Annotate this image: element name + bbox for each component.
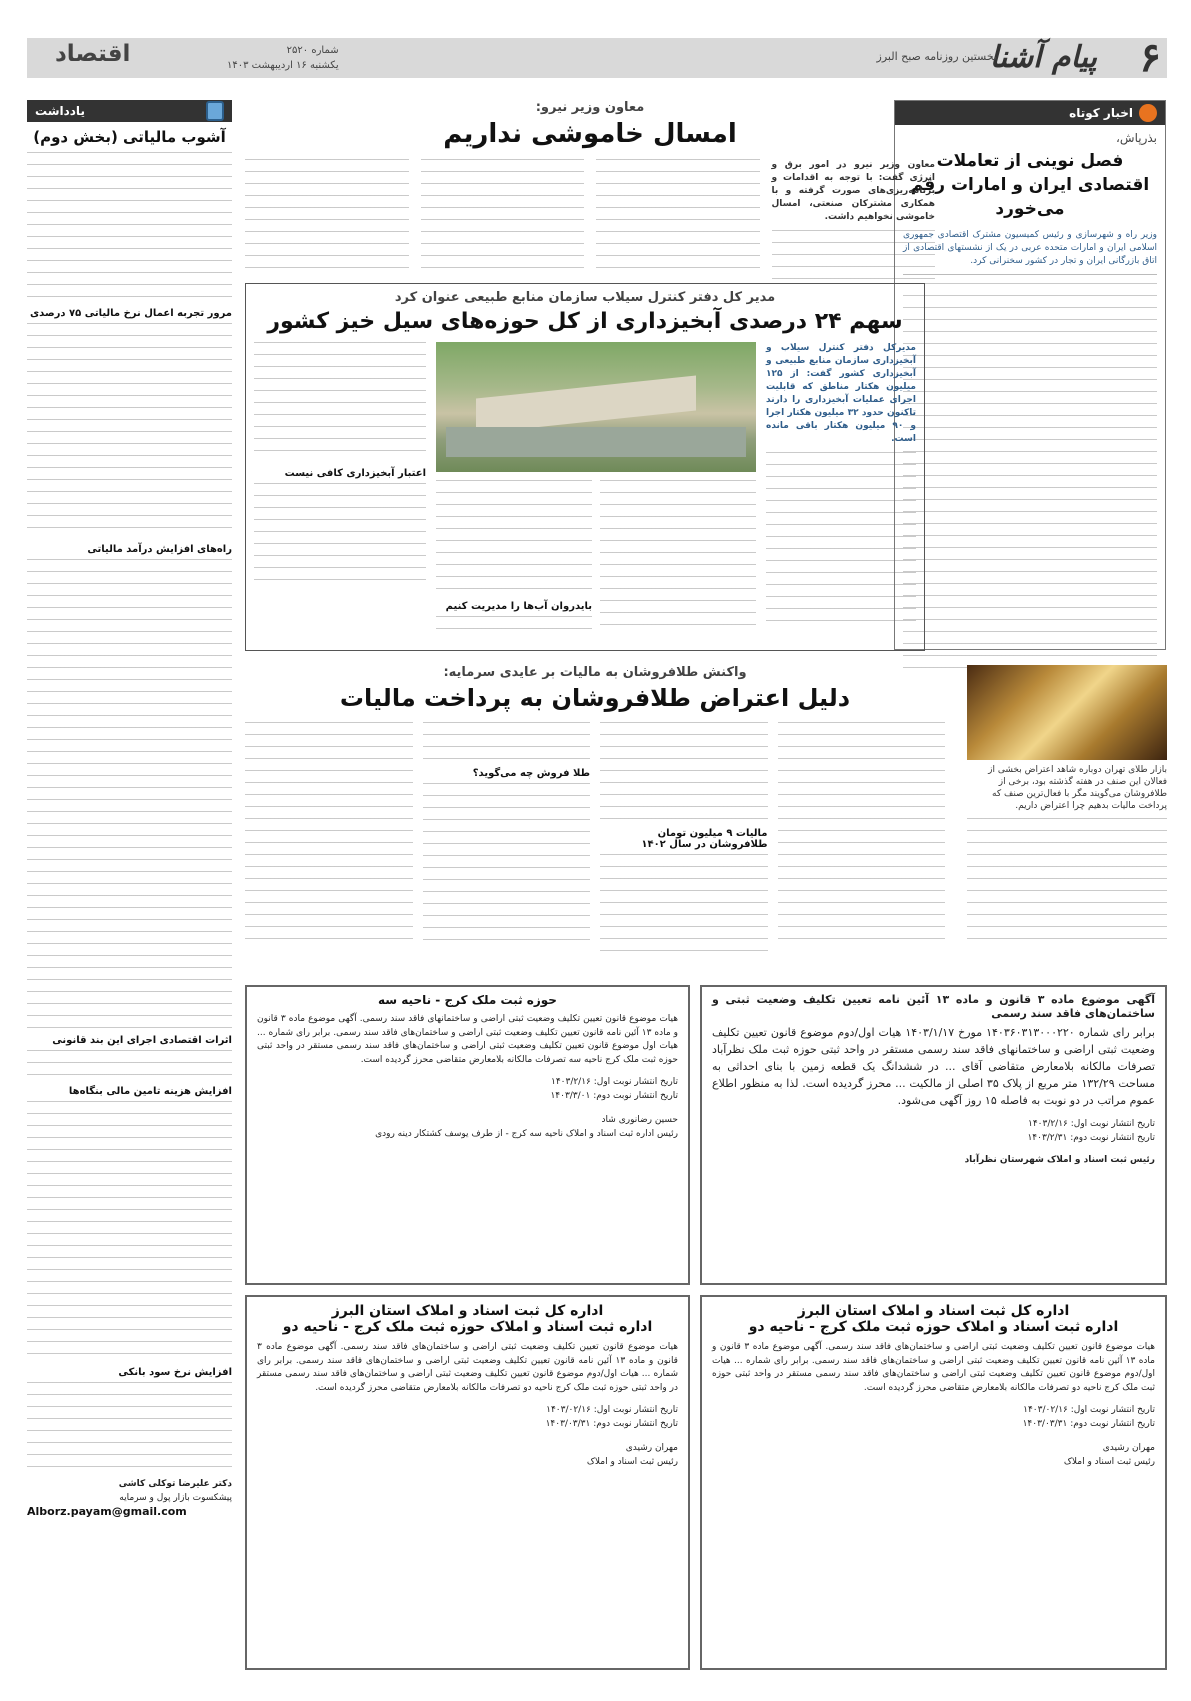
gold-body-4 <box>600 854 768 959</box>
flood-kicker: مدیر کل دفتر کنترل سیلاب سازمان منابع طبیعی عنوان کرد <box>394 290 776 305</box>
section-title: اقتصاد <box>55 41 131 67</box>
column-subhead-2: راه‌های افزایش درآمد مالیاتی <box>87 544 232 555</box>
masthead <box>27 34 1167 81</box>
energy-headline: امسال خاموشی نداریم <box>443 119 737 149</box>
flood-photo <box>436 342 756 472</box>
notice-4-date-1: تاریخ انتشار نوبت اول: ۱۴۰۳/۰۲/۱۶ <box>546 1405 678 1415</box>
column-body-5 <box>27 1101 232 1361</box>
notice-2-title: حوزه ثبت ملک کرج - ناحیه سه <box>378 993 557 1007</box>
column-body-3 <box>27 559 232 1029</box>
issue-number: شماره ۲۵۲۰ <box>286 45 339 56</box>
notice-3-title: اداره کل ثبت اسناد و املاک استان البرز اداره ثبت اسناد و املاک حوزه ثبت ملک کرج - ناحیه دو <box>748 1303 1119 1335</box>
column-subhead-4: افزایش هزینه تامین مالی بنگاه‌ها <box>68 1086 232 1097</box>
gold-kicker: واکنش طلافروشان به مالیات بر عایدی سرمایه: <box>443 665 747 680</box>
flood-story-box <box>245 283 925 651</box>
news-ticker-header <box>895 101 1165 125</box>
megaphone-icon <box>1139 104 1157 122</box>
flood-body-3 <box>436 480 592 595</box>
notice-1-body: برابر رای شماره ۱۴۰۳۶۰۳۱۳۰۰۰۲۲۰ مورخ ۱۴۰۳/۱/۱۷ هیات اول/دوم موضوع قانون تعیین تکلیف وضعیت ثبتی اراضی و ساختمانهای فاقد سند رسمی مستقر در واحد ثبتی حوزه ثبت ملک نظرآباد تصرفات مالکانه بلامعارض متقاضی آقای ... در ششدانگ یک قطعه زمین با بنای احداثی به مساحت ۱۳۲/۲۹ متر مربع از پلاک ۳۵ اصلی از مالکیت ... محرز گردیده است. لذا به منظور اطلاع عموم مراتب در دو نوبت به فاصله ۱۵ روز آگهی می‌شود. <box>712 1026 1156 1107</box>
gold-subhead-2: طلا فروش چه می‌گوید؟ <box>472 768 590 779</box>
notice-3-date-2: تاریخ انتشار نوبت دوم: ۱۴۰۳/۰۳/۳۱ <box>1022 1419 1155 1429</box>
notice-1-date-2: تاریخ انتشار نوبت دوم: ۱۴۰۳/۲/۳۱ <box>1027 1133 1155 1143</box>
notice-3-date-1: تاریخ انتشار نوبت اول: ۱۴۰۳/۰۲/۱۶ <box>1023 1405 1155 1415</box>
column-label: یادداشت <box>35 104 85 118</box>
column-author: دکتر علیرضا توکلی کاشی <box>118 1479 232 1489</box>
gold-story <box>245 665 1167 975</box>
column-subhead-1: مرور تجربه اعمال نرخ مالیاتی ۷۵ درصدی <box>30 308 232 319</box>
notice-1-signer: رئیس ثبت اسناد و املاک شهرستان نظرآباد <box>964 1155 1155 1165</box>
column-author-role: پیشکسوت بازار پول و سرمایه <box>119 1493 232 1503</box>
energy-body-4 <box>245 159 409 269</box>
gold-body-1 <box>967 818 1167 948</box>
news-ticker-label: اخبار کوتاه <box>1069 106 1133 120</box>
column-subhead-3: اثرات اقتصادی اجرای این بند قانونی <box>52 1035 232 1046</box>
column-subhead-5: افزایش نرخ سود بانکی <box>118 1367 232 1378</box>
ticker-body-text <box>903 283 1157 678</box>
notice-4-title: اداره کل ثبت اسناد و املاک استان البرز اداره ثبت اسناد و املاک حوزه ثبت ملک کرج - ناحیه دو <box>282 1303 653 1335</box>
issue-info <box>227 43 339 73</box>
energy-body-3 <box>421 159 585 269</box>
notice-3-signer: رئیس ثبت اسناد و املاک <box>1063 1457 1155 1467</box>
gold-body-7 <box>245 722 413 947</box>
notice-2-signer-name: حسین رضانوری شاد <box>601 1115 678 1125</box>
energy-story <box>245 100 935 280</box>
notice-4-signer: رئیس ثبت اسناد و املاک <box>586 1457 678 1467</box>
gold-subhead-1: ماليات ۹ میلیون تومان طلافروشان در سال ۱۴۰۲ <box>641 828 768 850</box>
notice-3 <box>700 1295 1167 1670</box>
ticker-headline: فصل نوینی از تعاملات اقتصادی ایران و امارات رقم می‌خورد <box>910 151 1150 219</box>
gold-body-2 <box>778 722 946 947</box>
column-header <box>27 100 232 122</box>
notepad-icon <box>206 101 224 121</box>
flood-lead: مدیرکل دفتر کنترل سیلاب و آبخیزداری سازمان منابع طبیعی و آبخیزداری کشور گفت: از ۱۲۵ میلیون هکتار مناطق که قابلیت اجرای عملیات آبخیزداری را دارند تاکنون حدود ۳۲ میلیون هکتار اجرا و ۹۰ میلیون هکتار باقی مانده است. <box>766 343 917 444</box>
gold-body-3 <box>600 722 768 822</box>
flood-body-1 <box>766 452 916 622</box>
column-body-2 <box>27 323 232 538</box>
energy-body-1 <box>772 230 936 290</box>
column-box <box>27 100 232 1670</box>
flood-body-2 <box>600 480 756 630</box>
notice-2-date-1: تاریخ انتشار نوبت اول: ۱۴۰۳/۲/۱۶ <box>550 1077 678 1087</box>
notice-4-signer-name: مهران رشیدی <box>625 1443 678 1453</box>
gold-caption: بازار طلای تهران دوباره شاهد اعتراض بخشی از فعالان این صنف در هفته گذشته بود، برخی از طلافروشان می‌گویند مگر با فعال‌ترین صنف که پرداخت مالیات بدهیم چرا اعتراض داریم. <box>988 765 1167 811</box>
notice-3-body: هیات موضوع قانون تعیین تکلیف وضعیت ثبتی اراضی و ساختمان‌های فاقد سند رسمی. آگهی موضوع ماده ۳ قانون و ماده ۱۳ آئین نامه قانون تعیین تکلیف وضعیت ثبتی اراضی و ساختمان‌های فاقد سند رسمی. برابر رای شماره ... هیات اول/دوم موضوع قانون تعیین تکلیف وضعیت ثبتی اراضی و ساختمان‌های فاقد سند رسمی مستقر در واحد ثبتی حوزه ثبت ملک کرج ناحیه دو تصرفات مالکانه بلامعارض متقاضی محرز گردیده است. <box>712 1342 1155 1393</box>
flood-headline: سهم ۲۴ درصدی آبخیزداری از کل حوزه‌های سیل خیز کشور <box>267 309 903 334</box>
flood-body-5 <box>254 342 426 462</box>
flood-body-4 <box>436 616 592 636</box>
gold-body-5 <box>423 722 591 762</box>
notice-4-date-2: تاریخ انتشار نوبت دوم: ۱۴۰۳/۰۳/۳۱ <box>545 1419 678 1429</box>
column-title: آشوب مالیاتی (بخش دوم) <box>33 128 226 146</box>
energy-kicker: معاون وزیر نیرو: <box>535 100 645 115</box>
gold-photo <box>967 665 1167 760</box>
gold-headline: دلیل اعتراض طلافروشان به پرداخت مالیات <box>339 684 851 712</box>
flood-body-6 <box>254 483 426 583</box>
newspaper-tagline: نخستین روزنامه صبح البرز <box>876 50 997 63</box>
notice-1 <box>700 985 1167 1285</box>
notice-2-date-2: تاریخ انتشار نوبت دوم: ۱۴۰۳/۳/۰۱ <box>550 1091 678 1101</box>
flood-subhead-2: بایدروان آب‌ها را مدیریت کنیم <box>445 601 592 612</box>
notice-2-signer: رئیس اداره ثبت اسناد و املاک ناحیه سه کرج - از طرف یوسف کشتکار دینه رودی <box>375 1129 678 1139</box>
column-body-4 <box>27 1050 232 1080</box>
notice-3-signer-name: مهران رشیدی <box>1102 1443 1155 1453</box>
notice-4 <box>245 1295 690 1670</box>
issue-date: یکشنبه ۱۶ اردیبهشت ۱۴۰۳ <box>227 60 339 71</box>
ticker-kicker: بذرپاش، <box>1116 131 1157 145</box>
gold-body-6 <box>423 783 591 948</box>
ticker-lead: وزیر راه و شهرسازی و رئیس کمیسیون مشترک اقتصادی جمهوری اسلامی ایران و امارات متحده عربی در یک از نشستهای اقتصادی از اتاق بازرگانی ایران و تجار در کشور سخنرانی کرد. <box>903 229 1157 275</box>
column-email[interactable]: Alborz.payam@gmail.com <box>27 1505 187 1518</box>
notice-4-body: هیات موضوع قانون تعیین تکلیف وضعیت ثبتی اراضی و ساختمان‌های فاقد سند رسمی. آگهی موضوع ماده ۳ قانون و ماده ۱۳ آئین نامه قانون تعیین تکلیف وضعیت ثبتی اراضی و ساختمان‌های فاقد سند رسمی. برابر رای شماره ... هیات اول/دوم موضوع قانون تعیین تکلیف وضعیت ثبتی اراضی و ساختمان‌های فاقد سند رسمی مستقر در واحد ثبتی حوزه ثبت ملک کرج ناحیه دو تصرفات مالکانه بلامعارض متقاضی محرز گردیده است. <box>257 1342 678 1393</box>
newspaper-logo: پیام آشنا <box>989 40 1097 75</box>
notice-2 <box>245 985 690 1285</box>
page-number: ۶ <box>1139 34 1161 81</box>
energy-lead: معاون وزیر نیرو در امور برق و انرژی گفت: با توجه به اقدامات و برنامه‌ریزی‌های صورت گرفته و با همکاری مشترکان صنعتی، امسال خاموشی نخواهیم داشت. <box>771 160 935 222</box>
energy-body-2 <box>596 159 760 269</box>
column-body-6 <box>27 1382 232 1467</box>
notice-1-title: آگهی موضوع ماده ۳ قانون و ماده ۱۳ آئین نامه تعیین تکلیف وضعیت ثبتی و ساختمان‌های فاقد سند رسمی <box>712 993 1156 1020</box>
notice-1-date-1: تاریخ انتشار نوبت اول: ۱۴۰۳/۲/۱۶ <box>1027 1119 1155 1129</box>
notice-2-body: هیات موضوع قانون تعیین تکلیف وضعیت ثبتی اراضی و ساختمانهای فاقد سند رسمی. آگهی موضوع ماده ۳ قانون و ماده ۱۳ آئین نامه قانون تعیین تکلیف وضعیت ثبتی اراضی و ساختمان‌های فاقد سند رسمی. برابر رای شماره ... هیات اول موضوع قانون تعیین تکلیف وضعیت ثبتی اراضی و ساختمان‌های فاقد سند رسمی مستقر در واحد ثبتی حوزه ثبت ملک کرج ناحیه سه تصرفات مالکانه بلامعارض متقاضی محرز گردیده است. <box>257 1014 678 1065</box>
flood-subhead-1: اعتبار آبخیزداری کافی نیست <box>284 468 426 479</box>
column-body-1 <box>27 152 232 302</box>
